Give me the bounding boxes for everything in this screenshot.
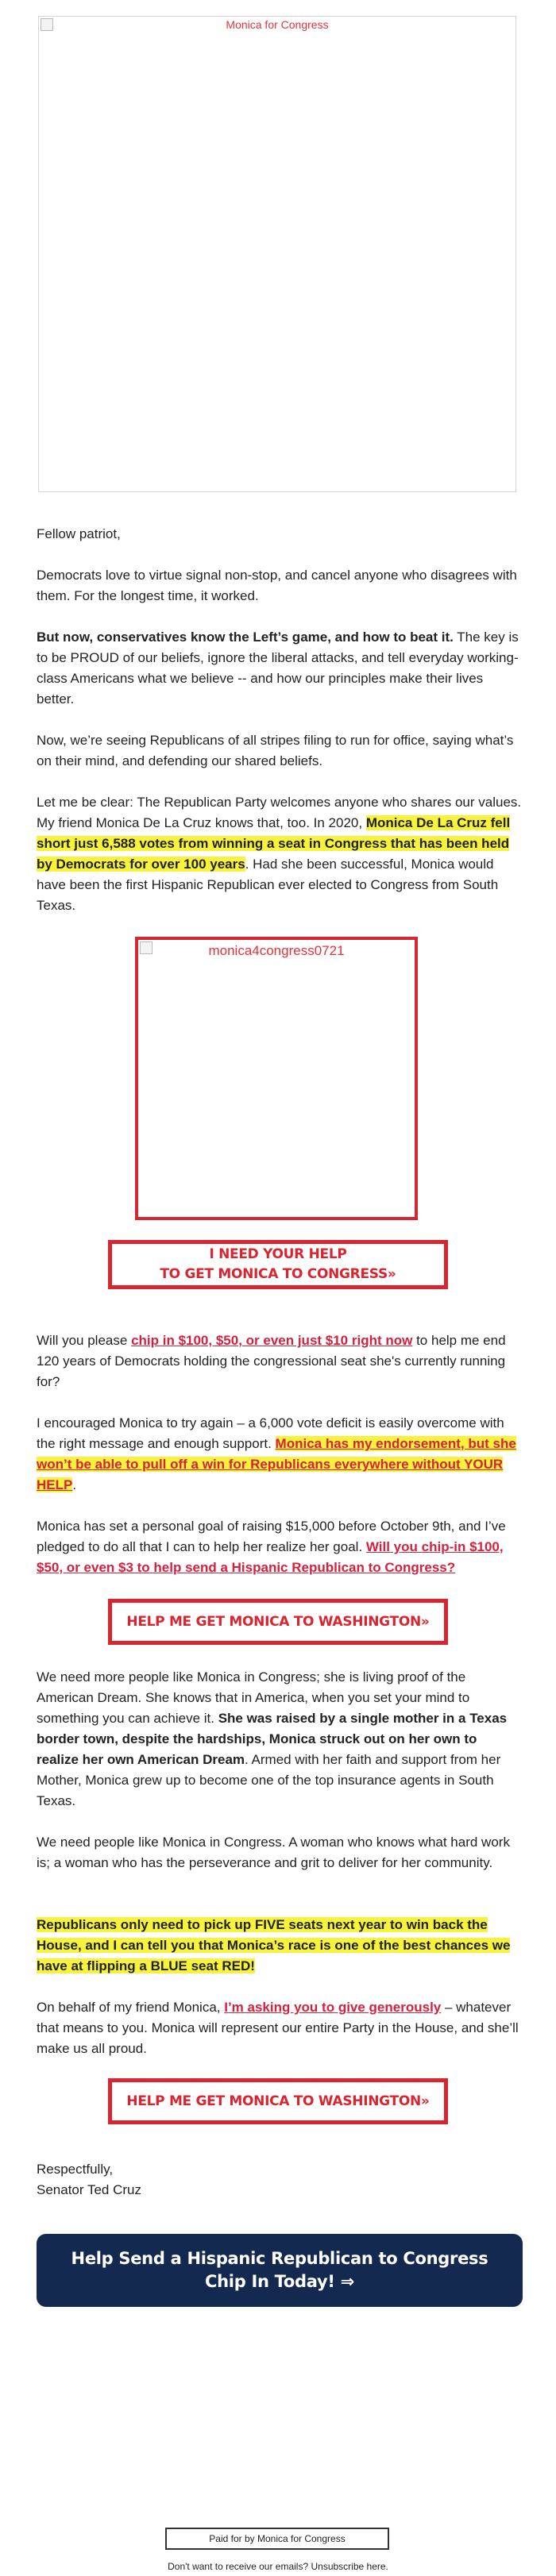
unsubscribe-line: [0, 2561, 556, 2572]
unsubscribe-link[interactable]: Unsubscribe here.: [311, 2561, 388, 2572]
candidate-photo-alt: monica4congress0721: [208, 943, 345, 958]
paragraph-9: We need people like Monica in Congress. A woman who knows what hard work is; a woman who has the perseverance and grit to deliver for her community.: [37, 1835, 510, 1870]
unsubscribe-text: Don't want to receive our emails?: [168, 2561, 311, 2572]
paragraph-4-text-b: . Had she been successful, Monica would have been the first Hispanic Republican ever elected to Congress from South Texas.: [37, 857, 499, 913]
paragraph-11-text-a: On behalf of my friend Monica,: [37, 2000, 225, 2015]
paragraph-5-text-b: to help me end 120 years of Democrats holding the congressional seat she's currently running for?: [37, 1333, 506, 1389]
paragraph-3: Now, we’re seeing Republicans of all stripes filing to run for office, saying what’s on their mind, and defending our shared beliefs.: [37, 733, 514, 768]
help-washington-cta-button-2[interactable]: [108, 2078, 448, 2124]
signoff-closing: Respectfully,: [37, 2162, 114, 2177]
paragraph-4: [37, 792, 523, 916]
paragraph-2-bold: But now, conservatives know the Left’s game, and how to beat it.: [37, 630, 454, 645]
paid-for-disclaimer: Paid for by Monica for Congress: [165, 2528, 389, 2550]
paragraph-8-bold: She was raised by a single mother in a Texas border town, despite the hardships, Monica struck out on her own to realize her own American Dream: [37, 1711, 508, 1767]
chip-in-link[interactable]: chip in $100, $50, or even just $10 right now: [131, 1333, 413, 1348]
endorsement-link[interactable]: Monica has my endorsement, but she won’t be able to pull off a win for Republicans everywhere without YOUR HELP: [37, 1436, 516, 1492]
paragraph-5: [37, 1330, 523, 1392]
paragraph-1: Democrats love to virtue signal non-stop, and cancel anyone who disagrees with them. For the longest time, it worked.: [37, 568, 517, 603]
paragraph-6: [37, 1413, 523, 1496]
paragraph-7-text: Monica has set a personal goal of raising $15,000 before October 9th, and I’ve pledged to do all that I can to help her realize her goal.: [37, 1519, 506, 1554]
paragraph-11: [37, 1997, 523, 2059]
paragraph-6-text-a: I encouraged Monica to try again – a 6,000 vote deficit is easily overcome with the right message and enough support.: [37, 1415, 504, 1451]
paragraph-2-text: The key is to be PROUD of our beliefs, ignore the liberal attacks, and tell everyday working-class Americans what we believe -- and how our principles make their lives better.: [37, 630, 519, 707]
help-washington-cta-button[interactable]: [108, 1599, 448, 1645]
signoff-name: Senator Ted Cruz: [37, 2182, 141, 2197]
paragraph-4-text-a: Let me be clear: The Republican Party welcomes anyone who shares our values. My friend Monica De La Cruz knows that, too. In 2020,: [37, 795, 522, 830]
paragraph-7: [37, 1516, 523, 1578]
header-image-alt: Monica for Congress: [226, 18, 329, 31]
greeting: Fellow patriot,: [37, 526, 121, 541]
give-generously-link[interactable]: I’m asking you to give generously: [224, 2000, 442, 2015]
washington-cta-label: HELP ME GET MONICA TO WASHINGTON»: [126, 1613, 430, 1630]
paragraph-10-highlight: Republicans only need to pick up FIVE seats next year to win back the House, and I can tell you that Monica’s race is one of the best chances we have at flipping a BLUE seat RED!: [37, 1917, 511, 1973]
paragraph-8: [37, 1667, 523, 1812]
paragraph-2: [37, 627, 523, 710]
big-cta-line-1: Help Send a Hispanic Republican to Congress: [71, 2249, 488, 2268]
chip-in-hispanic-link[interactable]: Will you chip-in $100, $50, or even $3 to help send a Hispanic Republican to Congress?: [37, 1539, 504, 1575]
chip-in-today-button[interactable]: [37, 2234, 523, 2307]
help-monica-cta-button[interactable]: [108, 1240, 448, 1289]
paragraph-8-text-b: . Armed with her faith and support from her Mother, Monica grew up to become one of the top insurance agents in South Texas.: [37, 1752, 501, 1808]
paragraph-10: [37, 1915, 523, 1977]
big-cta-line-2: Chip In Today! ⇒: [205, 2272, 354, 2291]
help-cta-line-1: I NEED YOUR HELP: [209, 1246, 347, 1262]
header-image[interactable]: [38, 16, 516, 492]
paragraph-6-text-b: .: [72, 1477, 77, 1492]
paragraph-5-text-a: Will you please: [37, 1333, 132, 1348]
paragraph-8-text-a: We need more people like Monica in Congress; she is living proof of the American Dream. She knows that in America, when you set your mind to something you can achieve it.: [37, 1669, 470, 1726]
paragraph-4-highlight: Monica De La Cruz fell short just 6,588 votes from winning a seat in Congress that has been held by Democrats for over 100 years: [37, 815, 511, 872]
help-cta-line-2: TO GET MONICA TO CONGRESS»: [160, 1266, 396, 1282]
washington-cta-label-2: HELP ME GET MONICA TO WASHINGTON»: [126, 2093, 430, 2109]
paragraph-11-text-b: – whatever that means to you. Monica will represent our entire Party in the House, and she’ll make us all proud.: [37, 2000, 519, 2056]
candidate-photo[interactable]: [135, 937, 418, 1220]
